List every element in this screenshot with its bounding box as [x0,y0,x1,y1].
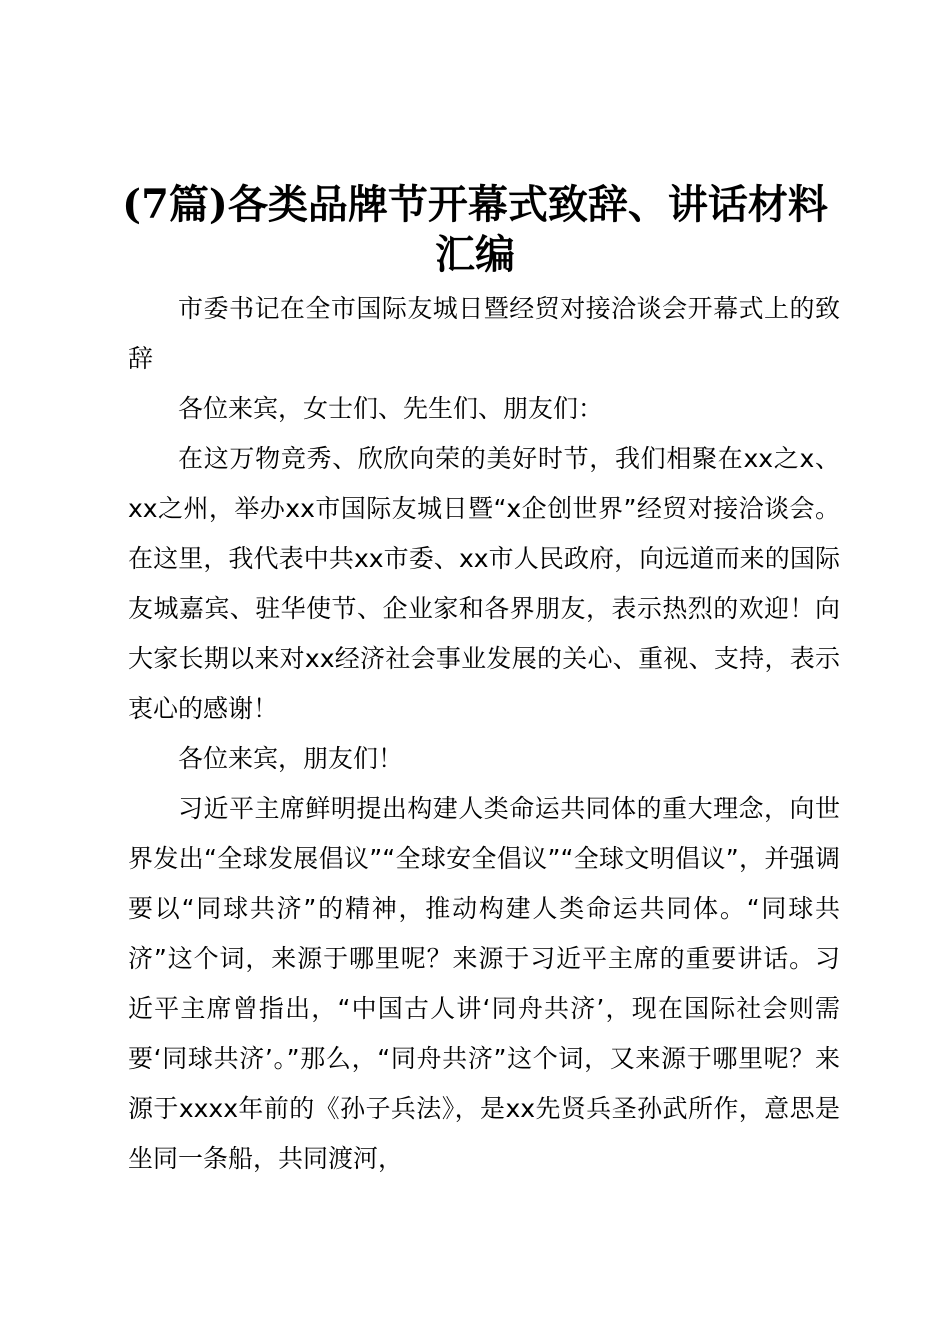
document-body [128,284,840,1184]
paragraph-welcome: 在这万物竞秀、欣欣向荣的美好时节，我们相聚在xx之x、xx之州，举办xx市国际友城日暨“x企创世界”经贸对接洽谈会。在这里，我代表中共xx市委、xx市人民政府，向远道而来的国际友城嘉宾、驻华使节、企业家和各界朋友，表示热烈的欢迎！向大家长期以来对xx经济社会事业发展的关心、重视、支持，表示衷心的感谢！ [128,444,840,723]
paragraph-main: 习近平主席鲜明提出构建人类命运共同体的重大理念，向世界发出“全球发展倡议”“全球安全倡议”“全球文明倡议”，并强调要以“同球共济”的精神，推动构建人类命运共同体。“同球共济”这个词，来源于哪里呢？来源于习近平主席的重要讲话。习近平主席曾指出，“中国古人讲‘同舟共济’，现在国际社会则需要‘同球共济’。”那么，“同舟共济”这个词，又来源于哪里呢？来源于xxxx年前的《孙子兵法》，是xx先贤兵圣孙武所作，意思是坐同一条船，共同渡河， [128,794,840,1173]
document-title: (7篇)各类品牌节开幕式致辞、讲话材料汇编 [122,181,828,278]
paragraph-greeting: 各位来宾，女士们、先生们、朋友们： [178,394,604,423]
paragraph-greeting-2: 各位来宾，朋友们！ [178,744,404,773]
paragraph-subtitle: 市委书记在全市国际友城日暨经贸对接洽谈会开幕式上的致辞 [128,294,840,373]
